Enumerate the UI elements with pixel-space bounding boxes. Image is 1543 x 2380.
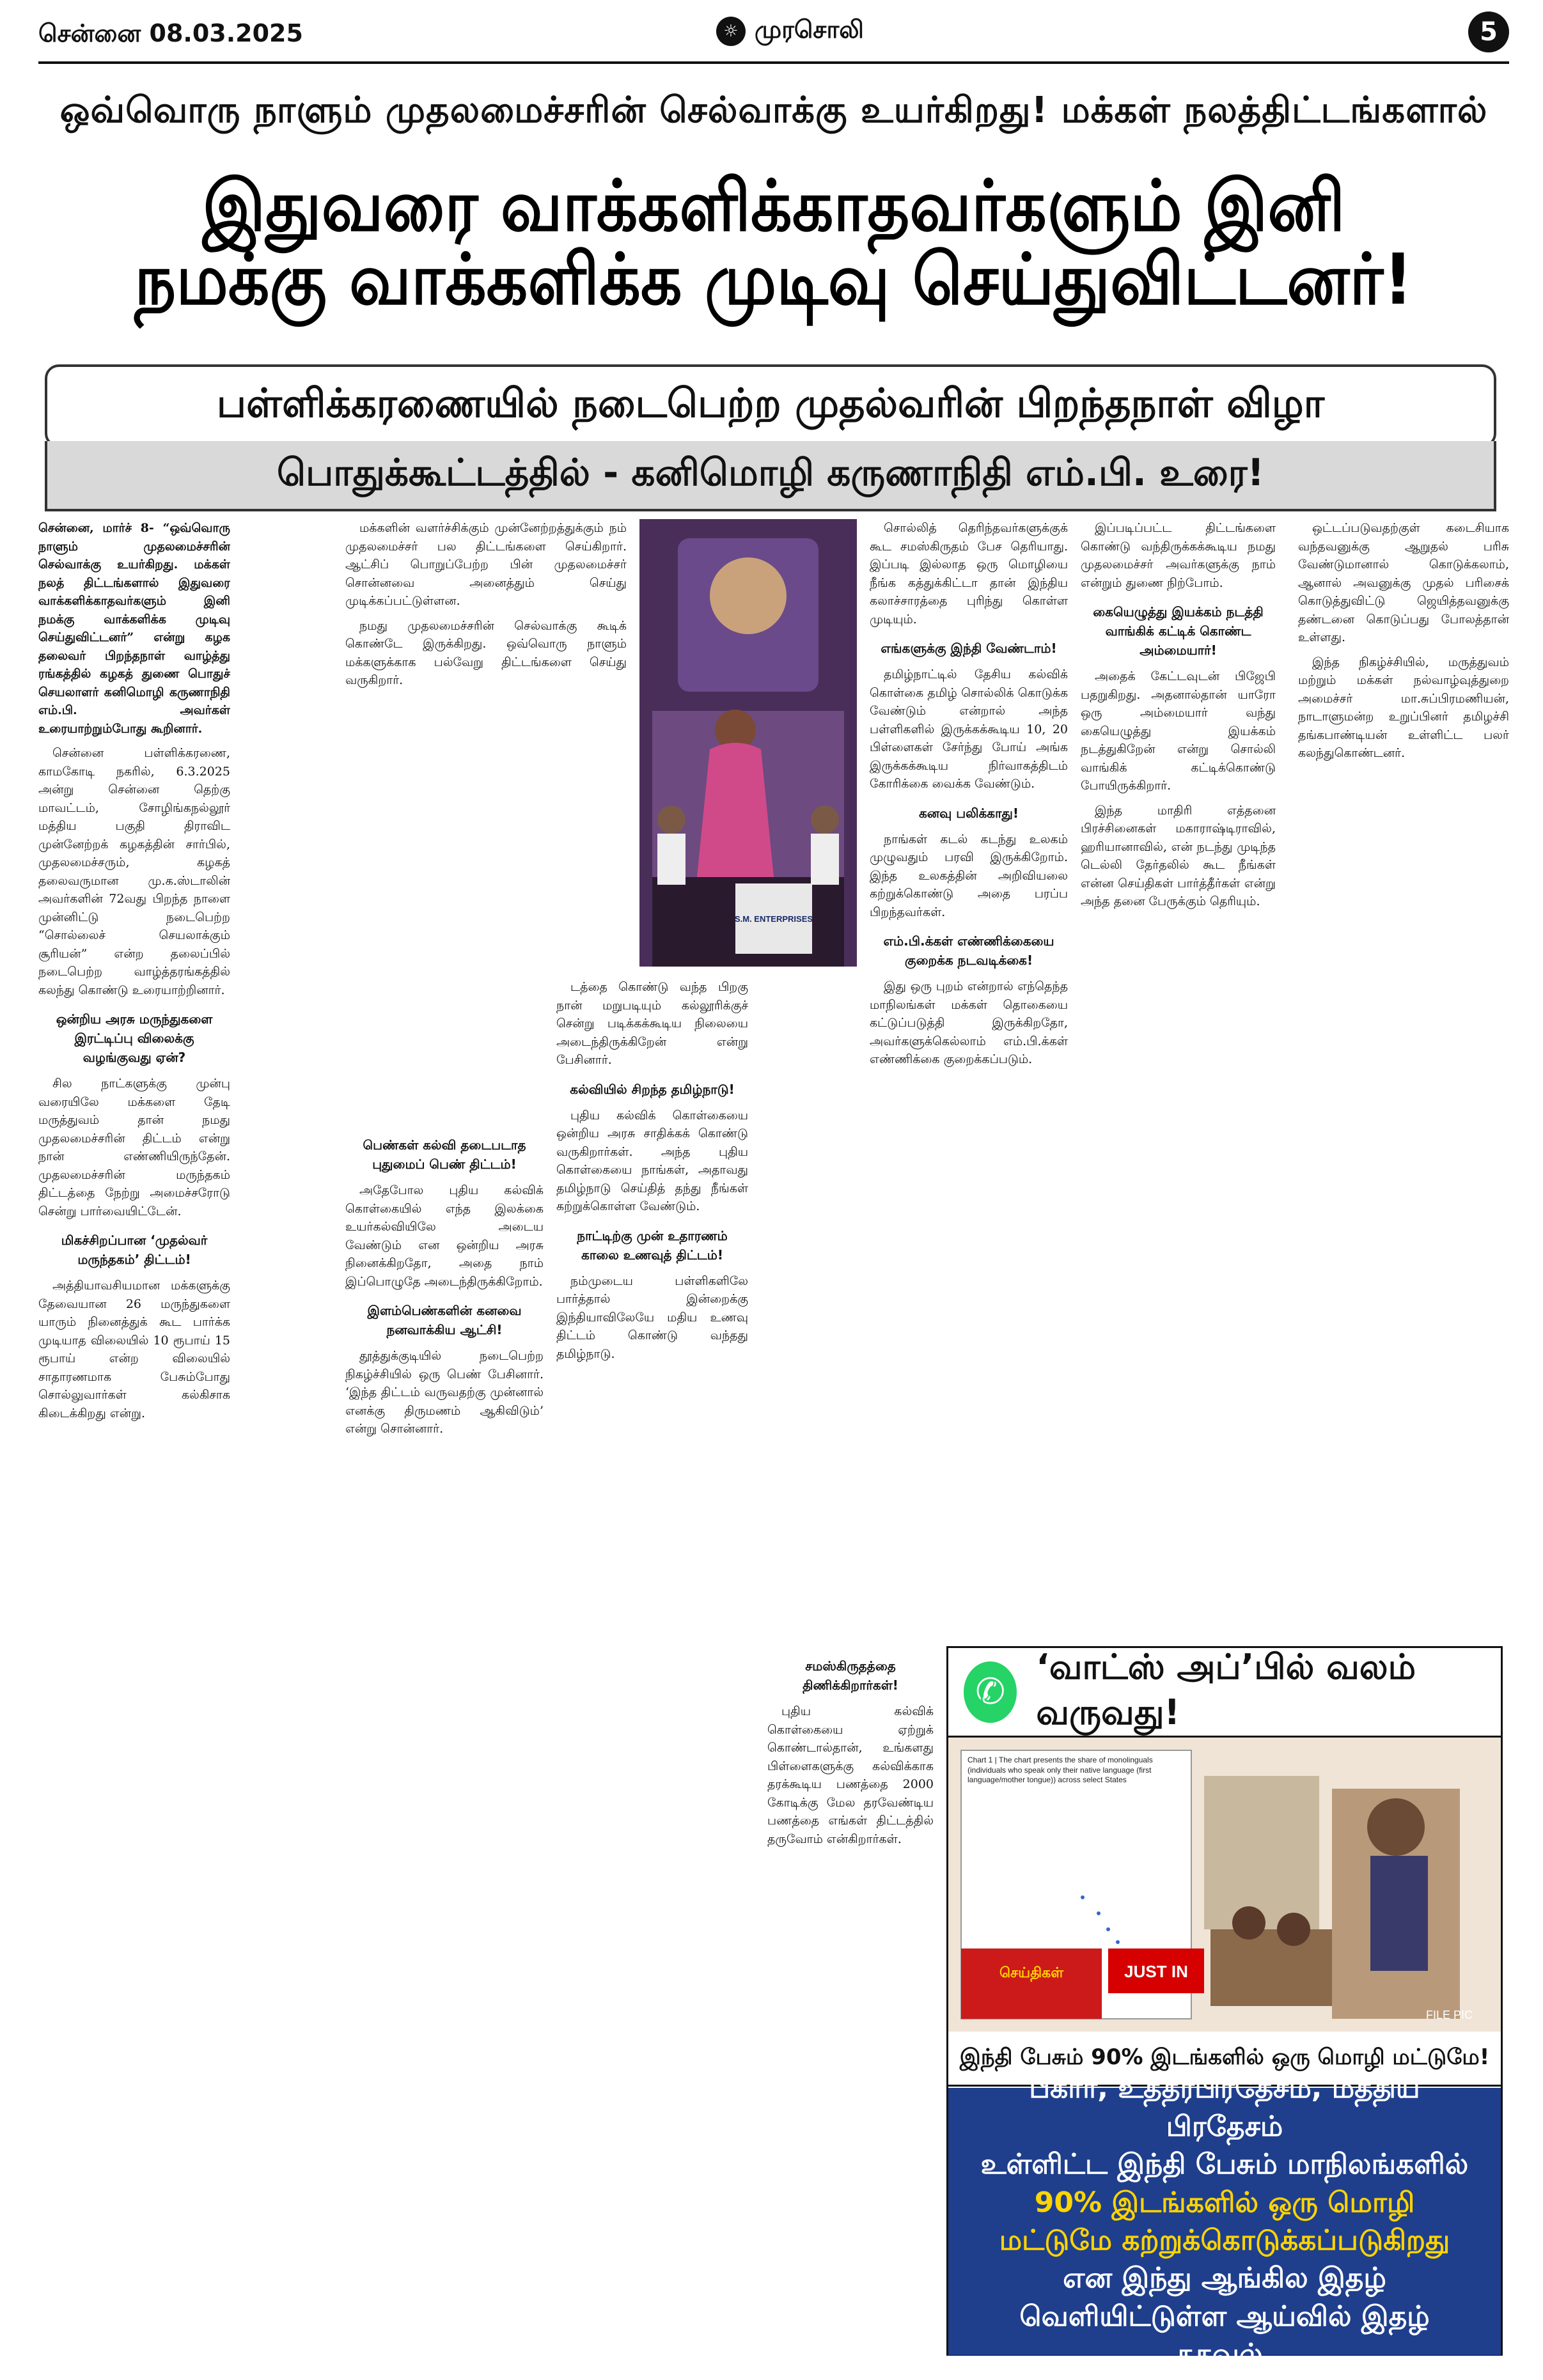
photo-sign: S.M. ENTERPRISES [734, 914, 813, 924]
article-paragraph: இந்த நிகழ்ச்சியில், மருத்துவம் மற்றும் மக்கள் நல்வாழ்வுத்துறை அமைச்சர் மா.சுப்பிரமணியன், நாடாளுமன்ற உறுப்பினர் தமிழச்சி தங்கபாண்டியன் உள்ளிட்ட பலர் கலந்துகொண்டனர். [1298, 655, 1509, 760]
article-paragraph: சொல்லித் தெரிந்தவர்களுக்குக் கூட சமஸ்கிருதம் பேச தெரியாது. இப்படி இல்லாத ஒரு மொழியை நீங்க கத்துக்கிட்டா தான் இந்திய கலாச்சாரத்தை புரிந்து கொள்ள முடியும். [870, 521, 1068, 626]
article-paragraph: அதைக் கேட்டவுடன் பிஜேபி பதறுகிறது. அதனால்தான் யாரோ ஒரு அம்மையார் வந்து கையெழுத்து இயக்கம் நடத்துகிறேன் என்று சொல்லி வாங்கிக் கட்டிக்கொண்டு போயிருக்கிறார். [1081, 669, 1276, 793]
article-paragraph: ஒட்டப்படுவதற்குள் கடைசியாக வந்தவனுக்கு ஆறுதல் பரிசு வேண்டுமானால் கொடுக்கலாம், ஆனால் அவனுக்கு முதல் பரிசைக் கொடுத்துவிட்டு ஜெயித்தவனுக்கு தண்டனை கொடுப்பது போலத்தான் உள்ளது. [1298, 521, 1509, 644]
whatsapp-news-box [946, 1646, 1503, 2371]
article-paragraph: நாங்கள் கடல் கடந்து உலகம் முழுவதும் பரவி இருக்கிறோம். இந்த உலகத்தின் அறிவியலை கற்றுக்கொண்டு அதை பரப்ப பிறந்தவர்கள். [870, 832, 1068, 919]
svg-text:செய்திகள்: செய்திகள் [999, 1964, 1064, 1980]
article-subhead: கையெழுத்து இயக்கம் நடத்தி வாங்கிக் கட்டிக் கொண்ட அம்மையார்! [1093, 604, 1264, 658]
article-paragraph: தூத்துக்குடியில் நடைபெற்ற நிகழ்ச்சியில் ஒரு பெண் பேசினார். ‘இந்த திட்டம் வருவதற்கு முன்னால் எனக்கு திருமணம் ஆகிவிடும்’ என்று சொன்னார். [345, 1349, 544, 1436]
classroom-chart-illustration [948, 1738, 1501, 2032]
article-paragraph: புதிய கல்விக் கொள்கையை ஏற்றுக் கொண்டால்தான், உங்களது பிள்ளைகளுக்கு கல்விக்காக தரக்கூடிய பணத்தை 2000 கோடிக்கு மேல தரவேண்டிய பணத்தை எங்கள் திட்டத்தில் தருவோம் என்கிறார்கள். [767, 1704, 934, 1846]
emblem-icon: ☼ [716, 17, 746, 46]
article-subhead: ஒன்றிய அரசு மருந்துகளை இரட்டிப்பு விலைக்கு வழங்குவது ஏன்? [56, 1011, 213, 1065]
article-column-4 [870, 519, 1068, 1638]
article-subhead: நாட்டிற்கு முன் உதாரணம் காலை உணவுத் திட்டம்! [577, 1227, 728, 1263]
article-subhead: மிகச்சிறப்பான ‘முதல்வர் மருந்தகம்’ திட்டம்! [61, 1233, 208, 1267]
article-paragraph: இது ஒரு புறம் என்றால் எந்தெந்த மாநிலங்கள் மக்கள் தொகையை கட்டுப்படுத்தி இருக்கிறதோ, அவர்களுக்கெல்லாம் எம்.பி.க்கள் எண்ணிக்கை குறைக்கப்படும். [870, 979, 1068, 1066]
article-paragraph: இப்படிப்பட்ட திட்டங்களை கொண்டு வந்திருக்கக்கூடிய நமது முதலமைச்சர் அவர்களுக்கு நாம் என்றும் துணை நிற்போம். [1081, 521, 1276, 590]
article-paragraph: அதேபோல புதிய கல்விக் கொள்கையில் எந்த இலக்கை உயர்கல்வியிலே அடைய வேண்டும் என ஒன்றிய அரசு நினைக்கிறதோ, அதை நாம் இப்பொழுதே அடைந்திருக்கிறோம். [345, 1183, 544, 1289]
article-column-4-bottom [767, 1646, 934, 2356]
article-column-2 [345, 1125, 544, 2359]
news-line-2: உள்ளிட்ட இந்தி பேசும் மாநிலங்களில் [980, 2148, 1469, 2181]
news-line-1: பீகார், உத்தரபிரதேசம், மத்திய பிரதேசம் [1029, 2072, 1420, 2143]
article-paragraph: அத்தியாவசியமான மக்களுக்கு தேவையான 26 மருந்துகளை யாரும் நினைத்துக் கூட பார்க்க முடியாத விலையில் 10 ரூபாய் 15 ரூபாய் என்ற விலையில் சாதாரணமாக பேசும்போது சொல்லுவார்கள் கல்கிசாக கிடைக்கிறது என்று. [38, 1279, 230, 1420]
article-subhead: கல்வியில் சிறந்த தமிழ்நாடு! [570, 1081, 735, 1097]
file-pic-label: FILE PIC [1425, 2009, 1473, 2021]
article-subhead: எங்களுக்கு இந்தி வேண்டாம்! [881, 641, 1057, 656]
article-paragraph: தமிழ்நாட்டில் தேசிய கல்விக் கொள்கை தமிழ் சொல்லிக் கொடுக்க வேண்டும் என்றால் அந்த பள்ளிகளில் இருக்கக்கூடிய 10, 20 பிள்ளைகள் சேர்ந்து போய் அங்க இருக்கக்கூடிய நிர்வாகத்திடம் கோரிக்கை வைக்க வேண்டும். [870, 667, 1068, 791]
kicker-headline: ஒவ்வொரு நாளும் முதலமைச்சரின் செல்வாக்கு உயர்கிறது! மக்கள் நலத்திட்டங்களால் [59, 89, 1488, 131]
event-banner: பள்ளிக்கரணையில் நடைபெற்ற முதல்வரின் பிறந்தநாள் விழா [45, 364, 1496, 447]
news-box-title: ‘வாட்ஸ் அப்’பில் வலம் வருவது! [1036, 1646, 1416, 1732]
article-paragraph: நமது முதலமைச்சரின் செல்வாக்கு கூடிக் கொண்டே இருக்கிறது. ஒவ்வொரு நாளும் மக்களுக்காக பல்வேறு திட்டங்களை செய்து வருகிறார். [345, 618, 627, 687]
article-column-2-top [345, 519, 627, 960]
news-box-header [948, 1648, 1501, 1738]
chart-caption: Chart 1 | The chart presents the share of monolinguals (individuals who speak only their native language (first language/mother tongue)) across select States [967, 1755, 1153, 1785]
whatsapp-icon: ✆ [964, 1661, 1017, 1723]
article-column-1 [38, 519, 230, 2360]
article-subhead: எம்.பி.க்கள் எண்ணிக்கையை குறைக்க நடவடிக்கை! [883, 933, 1054, 968]
article-subhead: இளம்பெண்களின் கனவை நனவாக்கிய ஆட்சி! [367, 1303, 522, 1337]
article-paragraph: புதிய கல்விக் கொள்கையை ஒன்றிய அரசு சாதிக்கக் கொண்டு வருகிறார்கள். அந்த புதிய கொள்கையை நாங்கள், அதாவது தமிழ்நாடு செய்தித் தந்து நீங்கள் கற்றுக்கொள்ள வேண்டும். [556, 1108, 748, 1213]
article-paragraph: சில நாட்களுக்கு முன்பு வரையிலே மக்களை தேடி மருத்துவம் தான் நமது முதலமைச்சரின் திட்டம் என்று நான் எண்ணியிருந்தேன். முதலமைச்சரின் மருந்தகம் திட்டத்தை நேற்று அமைச்சரோடு சென்று பார்வையிட்டேன். [38, 1077, 230, 1218]
article-paragraph: சென்னை பள்ளிக்கரணை, காமகோடி நகரில், 6.3.2025 அன்று சென்னை தெற்கு மாவட்டம், சோழிங்கநல்லூர் மத்திய பகுதி திராவிட முன்னேற்றக் கழகத்தின் சார்பில், முதலமைச்சரும், கழகத் தலைவருமான மு.க.ஸ்டாலின் அவர்களின் 72வது பிறந்த நாளை முன்னிட்டு நடைபெற்ற “சொல்லைச் செயலாக்கும் சூரியன்” என்ற தலைப்பில் நடைபெற்ற வாழ்த்தரங்கத்தில் கலந்து கொண்டு உரையாற்றினார். [38, 746, 230, 997]
news-box-strip: இந்தி பேசும் 90% இடங்களில் ஒரு மொழி மட்டுமே! [948, 2032, 1501, 2087]
page-number: 5 [1468, 12, 1509, 52]
article-paragraph: நம்முடைய பள்ளிகளிலே பார்த்தால் இன்றைக்கு இந்தியாவிலேயே மதிய உணவு திட்டம் கொண்டு வந்தது தமிழ்நாடு. [556, 1273, 748, 1361]
article-paragraph: இந்த மாதிரி எத்தனை பிரச்சினைகள் மகாராஷ்டிராவில், ஹரியானாவில், என் நடந்து முடிந்த டெல்லி தேர்தலில் கூட நீங்கள் என்ன செய்திகள் பார்த்தீர்கள் என்று அந்த தனை பேருக்கும் தெரியும். [1081, 803, 1276, 908]
just-in-badge: JUST IN [1124, 1962, 1188, 1981]
article-subhead: பெண்கள் கல்வி தடைபடாத புதுமைப் பெண் திட்டம்! [363, 1137, 526, 1172]
article-subhead: கனவு பலிக்காது! [918, 805, 1019, 821]
article-paragraph: டத்தை கொண்டு வந்த பிறகு நான் மறுபடியும் கல்லூரிக்குச் சென்று படிக்கக்கூடிய நிலையை அடைந்திருக்கிறேன் என்று பேசினார். [556, 980, 748, 1067]
news-box-body [948, 2072, 1501, 2371]
main-headline: இதுவரை வாக்களிக்காதவர்களும் இனி நமக்கு வாக்களிக்க முடிவு செய்துவிட்டனர்! [134, 164, 1413, 320]
news-line-5: என இந்து ஆங்கில இதழ் [1063, 2262, 1386, 2295]
article-paragraph: மக்களின் வளர்ச்சிக்கும் முன்னேற்றத்துக்கும் நம் முதலமைச்சர் பல திட்டங்களை செய்கிறார். ஆட்சிப் பொறுப்பேற்ற பின் முதலமைச்சர் சொன்னவை அனைத்தும் செய்து முடிக்கப்பட்டுள்ளன. [345, 521, 627, 608]
paper-name: முரசொலி [755, 15, 864, 43]
event-photo [639, 519, 857, 967]
article-lead: சென்னை, மார்ச் 8- “ஒவ்வொரு நாளும் முதலமைச்சரின் செல்வாக்கு உயர்கிறது. மக்கள் நலத் திட்டங்களால் இதுவரை வாக்களிக்காதவர்களும் இனி நமக்கு வாக்களிக்க முடிவு செய்துவிட்டனர்” என்று கழக தலைவர் பிறந்தநாள் வாழ்த்து ரங்கத்தில் கழகத் துணை பொதுச் செயலாளர் கனிமொழி கருணாநிதி எம்.பி. அவர்கள் உரையாற்றும்போது கூறினார். [38, 521, 230, 736]
article-subhead: சமஸ்கிருதத்தை திணிக்கிறார்கள்! [803, 1658, 898, 1693]
news-line-4: மட்டுமே கற்றுக்கொடுக்கப்படுகிறது [999, 2224, 1450, 2257]
speech-banner: பொதுக்கூட்டத்தில் - கனிமொழி கருணாநிதி எம்.பி. உரை! [45, 441, 1496, 511]
masthead-rule [38, 61, 1509, 64]
issue-date: சென்னை 08.03.2025 [38, 19, 303, 47]
news-line-6: வெளியிட்டுள்ள ஆய்வில் இதழ் தகவல். [1019, 2299, 1430, 2371]
paper-logo [716, 15, 864, 47]
news-box-image [948, 1738, 1501, 2032]
article-column-3 [556, 978, 748, 2359]
masthead [38, 9, 1509, 79]
speaker-photo-illustration [639, 519, 857, 967]
news-line-3: 90% இடங்களில் ஒரு மொழி [1034, 2186, 1415, 2219]
